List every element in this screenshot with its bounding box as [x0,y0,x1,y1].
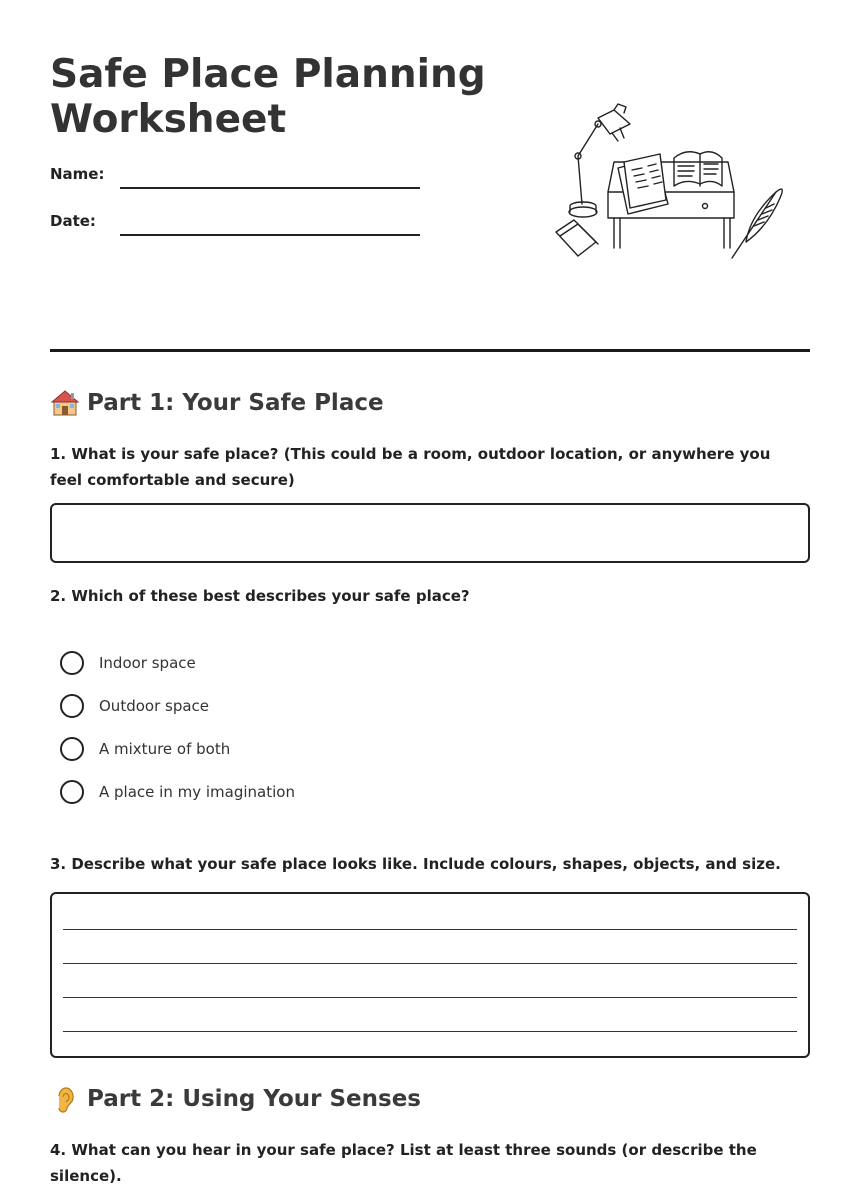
desk-lamp-book-illustration [548,96,788,266]
writing-line [63,1031,797,1032]
option-label: A place in my imagination [99,783,295,801]
q2-option-imagination[interactable] [60,780,295,804]
name-label: Name: [50,165,105,183]
q1-answer-box[interactable] [50,503,810,563]
date-label: Date: [50,212,96,230]
part2-heading [50,1084,421,1114]
part2-heading-text: Part 2: Using Your Senses [87,1086,421,1112]
option-label: A mixture of both [99,740,231,758]
question-3: 3. Describe what your safe place looks like. Include colours, shapes, objects, and size. [50,855,781,873]
writing-line [63,929,797,930]
question-2: 2. Which of these best describes your safe place? [50,587,470,605]
radio-circle-icon[interactable] [60,694,84,718]
option-label: Indoor space [99,654,196,672]
house-emoji-icon [50,388,80,418]
part1-heading-text: Part 1: Your Safe Place [87,390,384,416]
question-1: 1. What is your safe place? (This could be a room, outdoor location, or anywhere you feel comfortable and secure) [50,445,771,489]
q2-option-mixture[interactable] [60,737,230,761]
section-divider [50,349,810,352]
ear-emoji-icon [50,1084,80,1114]
part1-heading [50,388,384,418]
option-label: Outdoor space [99,697,210,715]
radio-circle-icon[interactable] [60,780,84,804]
q2-option-outdoor[interactable] [60,694,209,718]
page-title: Safe Place Planning Worksheet [50,52,486,142]
name-field[interactable] [120,187,420,189]
date-field[interactable] [120,234,420,236]
q3-answer-box[interactable] [50,892,810,1058]
question-4: 4. What can you hear in your safe place? List at least three sounds (or describe the silence). [50,1141,757,1185]
radio-circle-icon[interactable] [60,737,84,761]
radio-circle-icon[interactable] [60,651,84,675]
writing-line [63,963,797,964]
writing-line [63,997,797,998]
q2-option-indoor[interactable] [60,651,196,675]
